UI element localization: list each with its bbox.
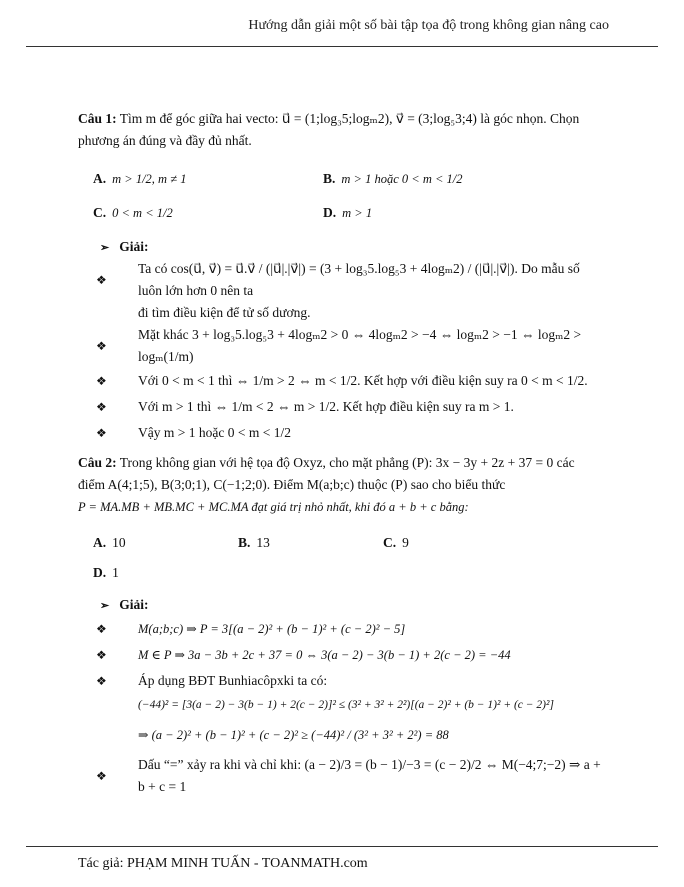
option-c: C. 0 < m < 1/2: [93, 205, 173, 220]
option-a: A. m > 1/2, m ≠ 1: [93, 171, 187, 186]
solution-2-step: ❖ M ∈ P ⇒ 3a − 3b + 2c + 37 = 0 ⇔ 3(a − 2) − 3(b − 1) + 2(c − 2) = −44: [96, 642, 603, 668]
arrow-bullet-icon: ➢: [100, 599, 110, 612]
solution-1-heading: ➢ Giải:: [100, 239, 149, 254]
diamond-bullet-icon: ❖: [96, 374, 107, 388]
solution-1-step: ❖ Với 0 < m < 1 thì ⇔ 1/m > 2 ⇔ m < 1/2. Kết hợp với điều kiện suy ra 0 < m < 1/2.: [96, 368, 603, 394]
question-1-options: [93, 162, 603, 230]
option-b: B. 13: [238, 535, 270, 550]
solution-1-step: ❖ Vậy m > 1 hoặc 0 < m < 1/2: [96, 420, 603, 446]
page-header: Hướng dẫn giải một số bài tập tọa độ trong không gian nâng cao: [248, 18, 609, 33]
solution-1-step-continued: đi tìm điều kiện để tử số dương.: [138, 305, 311, 320]
arrow-bullet-icon: ➢: [100, 241, 110, 254]
question-2: [78, 452, 603, 518]
diamond-bullet-icon: ❖: [96, 426, 107, 440]
page-footer: Tác giả: PHẠM MINH TUẤN - TOANMATH.com: [78, 856, 368, 871]
diamond-bullet-icon: ❖: [96, 674, 107, 688]
diamond-bullet-icon: ❖: [96, 769, 107, 783]
solution-2-step: ❖ M(a;b;c) ⇒ P = 3[(a − 2)² + (b − 1)² + (c − 2)² − 5]: [96, 616, 603, 642]
diamond-bullet-icon: ❖: [96, 400, 107, 414]
option-c: C. 9: [383, 535, 409, 550]
question-2-text-line1: Trong không gian với hệ tọa độ Oxyz, cho mặt phẳng (P): 3x − 3y + 2z + 37 = 0 các: [119, 455, 575, 470]
solution-1-step: ❖ Ta có cos(u⃗, v⃗) = u⃗.v⃗ / (|u⃗|.|v⃗|) = (3 + log₃5.log₅3 + 4logₘ2) / (|u⃗|.|v⃗|). Do mẫu số luôn lớn hơn 0 nên ta: [96, 261, 580, 298]
solution-2-inequality: (−44)² = [3(a − 2) − 3(b − 1) + 2(c − 2)]² ≤ (3² + 3² + 2²)[(a − 2)² + (b − 1)² + (c − 2)²]: [138, 699, 554, 711]
question-1-label: Câu 1:: [78, 111, 117, 126]
solution-2-heading: ➢ Giải:: [100, 597, 149, 612]
question-2-text-line3: P = MA.MB + MB.MC + MC.MA đạt giá trị nhỏ nhất, khi đó a + b + c bằng:: [78, 500, 469, 514]
footer-rule: [26, 846, 658, 847]
diamond-bullet-icon: ❖: [96, 622, 107, 636]
option-d: D. m > 1: [323, 205, 373, 220]
question-2-options: [93, 528, 603, 588]
diamond-bullet-icon: ❖: [96, 339, 107, 353]
question-2-text-line2: điểm A(4;1;5), B(3;0;1), C(−1;2;0). Điểm M(a;b;c) thuộc (P) sao cho biểu thức: [78, 477, 506, 492]
solution-2-bound: ⇒ (a − 2)² + (b − 1)² + (c − 2)² ≥ (−44)² / (3² + 3² + 2²) = 88: [138, 728, 449, 742]
solution-2-step: ❖ Dấu “=” xảy ra khi và chỉ khi: (a − 2)/3 = (b − 1)/−3 = (c − 2)/2 ⇔ M(−4;7;−2) ⇒ a + b + c = 1: [96, 757, 601, 794]
option-b: B. m > 1 hoặc 0 < m < 1/2: [323, 171, 463, 186]
solution-1-step: ❖ Mặt khác 3 + log₃5.log₅3 + 4logₘ2 > 0 ⇔ 4logₘ2 > −4 ⇔ logₘ2 > −1 ⇔ logₘ2 > logₘ(1/m): [96, 327, 582, 364]
diamond-bullet-icon: ❖: [96, 273, 107, 287]
header-rule: [26, 46, 658, 47]
page-content: [78, 108, 603, 798]
solution-1-step: ❖ Với m > 1 thì ⇔ 1/m < 2 ⇔ m > 1/2. Kết hợp điều kiện suy ra m > 1.: [96, 394, 603, 420]
option-a: A. 10: [93, 535, 126, 550]
option-d: D. 1: [93, 565, 119, 580]
question-1: [78, 108, 603, 152]
diamond-bullet-icon: ❖: [96, 648, 107, 662]
question-1-text: Tìm m để góc giữa hai vecto: u⃗ = (1;log₃5;logₘ2), v⃗ = (3;log₅3;4) là góc nhọn. Chọn phương án đúng và đầy đủ nhất.: [78, 111, 580, 148]
question-2-label: Câu 2:: [78, 455, 117, 470]
solution-2-step: ❖ Áp dụng BĐT Bunhiacôpxki ta có:: [96, 668, 603, 694]
